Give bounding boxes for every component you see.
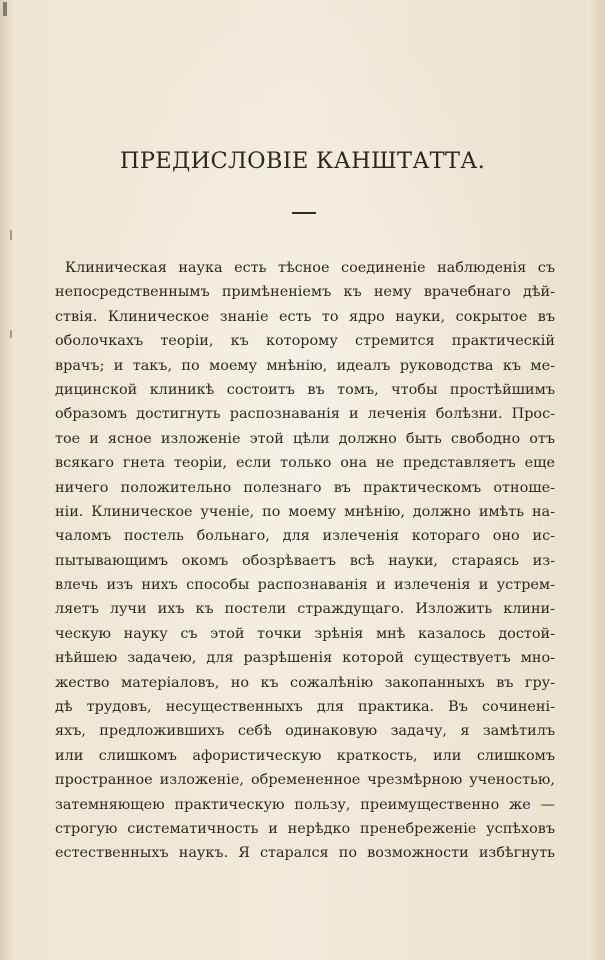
text-line: оболочкахъ теоріи, къ которому стремится практическій	[55, 333, 555, 350]
text-line: Клиническая наука есть тѣсное соединеніе наблюденія съ	[65, 260, 555, 276]
text-line: всякаго гнета теоріи, если только она не представляетъ еще	[55, 455, 555, 472]
text-line: или слишкомъ афористическую краткость, или слишкомъ	[55, 747, 555, 764]
text-line: влечь изъ нихъ способы распознаванія и излеченія и устрем-	[55, 577, 555, 594]
text-line: чаломъ постель больнаго, для излеченія котораго оно ис-	[55, 528, 555, 545]
text-line: ніи. Клиническое ученіе, по моему мнѣнію, должно имѣть на-	[55, 503, 555, 520]
text-line: нѣйшею задачею, для разрѣшенія которой существуетъ мно-	[55, 650, 555, 667]
title-separator-rule	[292, 212, 316, 214]
text-line: пытывающимъ окомъ обозрѣваетъ всѣ науки, стараясь из-	[55, 552, 555, 569]
text-line: дицинской клиникѣ состоитъ въ томъ, чтобы простѣйшимъ	[55, 381, 555, 398]
page-title: ПРЕДИСЛОВІЕ КАНШТАТТА.	[119, 148, 486, 174]
text-line: ческую науку съ этой точки зрѣнія мнѣ казалось достой-	[55, 625, 555, 642]
text-line: затемняющею практическую пользу, преимущественно же —	[55, 796, 555, 813]
text-line: ствія. Клиническое знаніе есть то ядро науки, сокрытое въ	[55, 308, 555, 325]
text-line: дѣ трудовъ, несущественныхъ для практика. Въ сочинені-	[55, 699, 555, 716]
page-edge-mark	[3, 2, 7, 16]
margin-mark	[10, 330, 12, 338]
body-paragraph	[55, 256, 555, 866]
text-line: врачъ; и такъ, по моему мнѣнію, идеалъ руководства къ ме-	[55, 357, 555, 374]
text-line: ничего положительно полезнаго въ практическомъ отноше-	[55, 479, 555, 496]
text-line: ляетъ лучи ихъ къ постели страждущаго. Изложить клини-	[55, 601, 555, 618]
text-line: пространное изложеніе, обремененное чрезмѣрною ученостью,	[55, 772, 555, 789]
text-line: естественныхъ наукъ. Я старался по возможности избѣгнуть	[55, 845, 555, 862]
text-line: непосредственнымъ примѣненіемъ къ нему врачебнаго дѣй-	[55, 284, 555, 301]
text-line: образомъ достигнуть распознаванія и леченія болѣзни. Прос-	[55, 406, 555, 423]
text-line: строгую систематичность и нерѣдко пренебреженіе успѣховъ	[55, 820, 555, 837]
margin-mark	[10, 230, 12, 240]
text-line: яхъ, предложившихъ себѣ одинаковую задачу, я замѣтилъ	[55, 723, 555, 740]
text-line: тое и ясное изложеніе этой цѣли должно быть свободно отъ	[55, 430, 555, 447]
text-line: жество матеріаловъ, но къ сожалѣнію закопанныхъ въ гру-	[55, 674, 555, 691]
